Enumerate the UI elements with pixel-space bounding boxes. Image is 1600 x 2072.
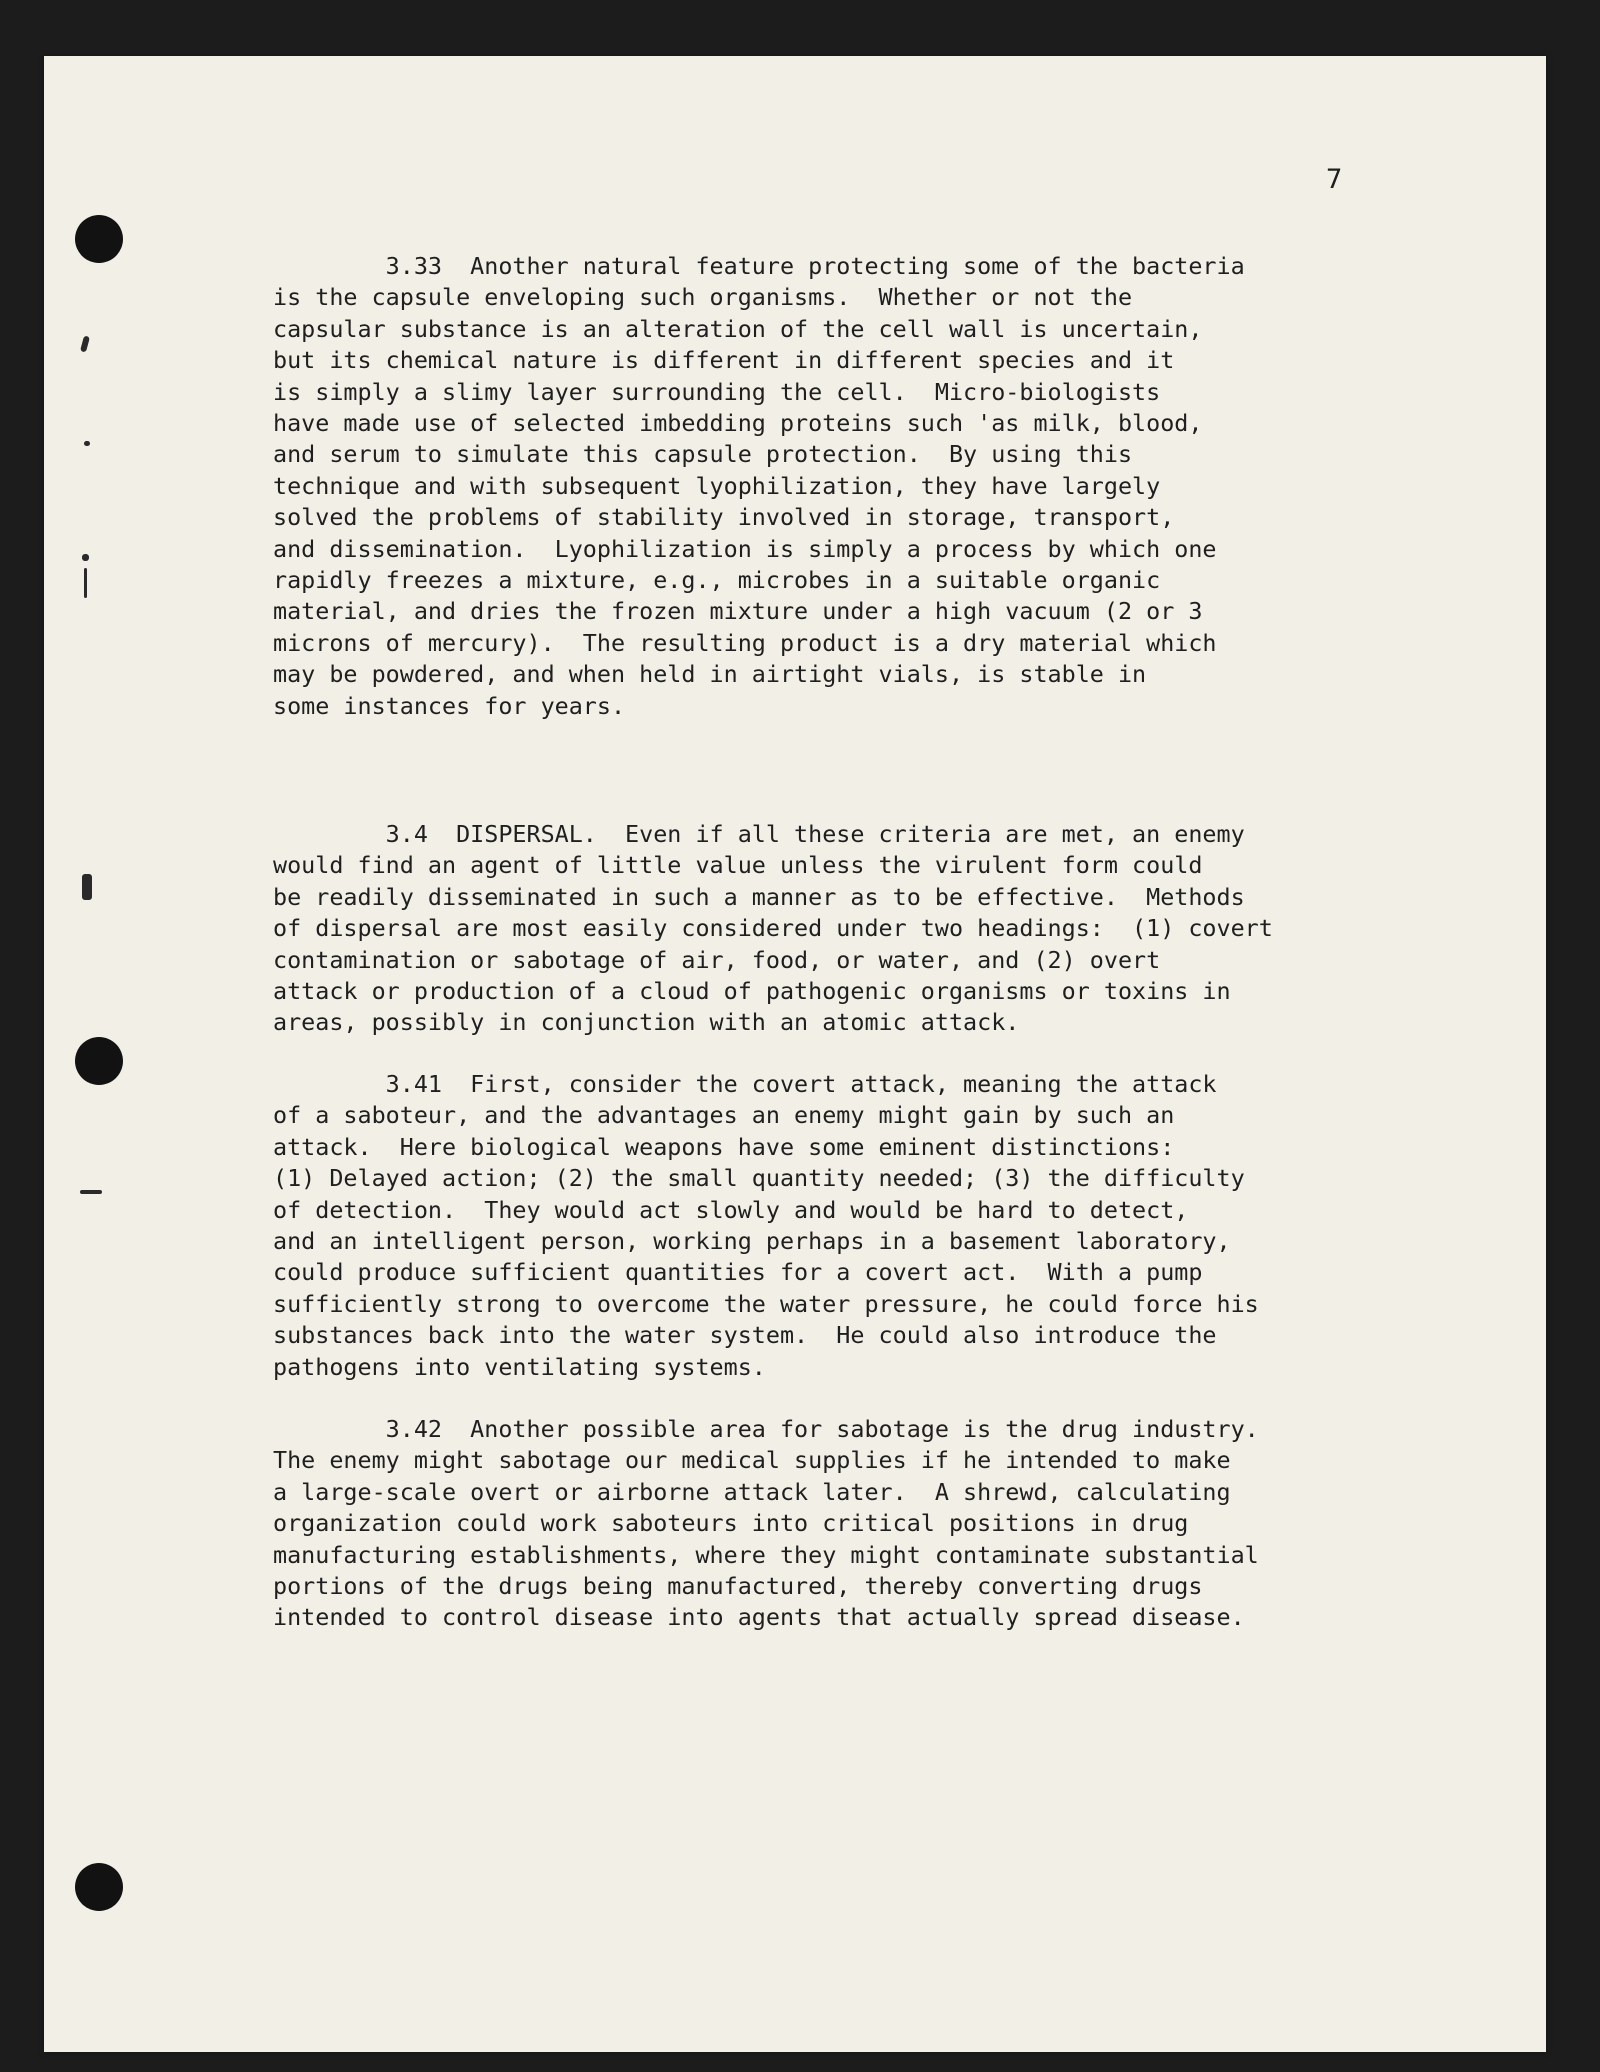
margin-mark bbox=[84, 568, 87, 598]
page-number: 7 bbox=[1326, 164, 1343, 195]
paragraph-3-41: 3.41 First, consider the covert attack, meaning the attack of a saboteur, and the advantages an enemy might gain by such an attack. Here biological weapons have some eminent distinctions: (1) Delayed action; (2) the small quantity needed; (3) the difficulty of detection. They would act slowly and would be hard to detect, and an intelligent person, working perhaps in a basement laboratory, could produce sufficient quantities for a covert act. With a pump sufficiently strong to overcome the water pressure, he could force his substances back into the water system. He could also introduce the pathogens into ventilating systems. bbox=[273, 1070, 1259, 1381]
paragraph-3-33: 3.33 Another natural feature protecting some of the bacteria is the capsule enveloping such organisms. Whether or not the capsular substance is an alteration of the cell wall is uncertain, but its chemical nature is different in different species and it is simply a slimy layer surrounding the cell. Micro-biologists have made use of selected imbedding proteins such 'as milk, blood, and serum to simulate this capsule protection. By using this technique and with subsequent lyophilization, they have largely solved the problems of stability involved in storage, transport, and dissemination. Lyophilization is simply a process by which one rapidly freezes a mixture, e.g., microbes in a suitable organic material, and dries the frozen mixture under a high vacuum (2 or 3 microns of mercury). The resulting product is a dry material which may be powdered, and when held in airtight vials, is stable in some instances for years. bbox=[273, 252, 1245, 720]
margin-mark bbox=[82, 554, 89, 561]
document-page bbox=[44, 56, 1546, 2052]
margin-mark bbox=[80, 335, 90, 352]
paragraph-3-42: 3.42 Another possible area for sabotage is the drug industry. The enemy might sabotage our medical supplies if he intended to make a large-scale overt or airborne attack later. A shrewd, calculating organization could work saboteurs into critical positions in drug manufacturing establishments, where they might contaminate substantial portions of the drugs being manufactured, thereby converting drugs intended to control disease into agents that actually spread disease. bbox=[273, 1415, 1259, 1632]
punch-hole bbox=[75, 1037, 123, 1085]
margin-mark bbox=[80, 1190, 102, 1194]
paragraph-3-4-dispersal: 3.4 DISPERSAL. Even if all these criteria are met, an enemy would find an agent of little value unless the virulent form could be readily disseminated in such a manner as to be effective. Methods of dispersal are most easily considered under two headings: (1) covert contamination or sabotage of air, food, or water, and (2) overt attack or production of a cloud of pathogenic organisms or toxins in areas, possibly in conjunction with an atomic attack. bbox=[273, 820, 1273, 1037]
margin-mark bbox=[82, 874, 92, 900]
punch-hole bbox=[75, 215, 123, 263]
margin-mark bbox=[84, 441, 90, 446]
punch-hole bbox=[75, 1863, 123, 1911]
